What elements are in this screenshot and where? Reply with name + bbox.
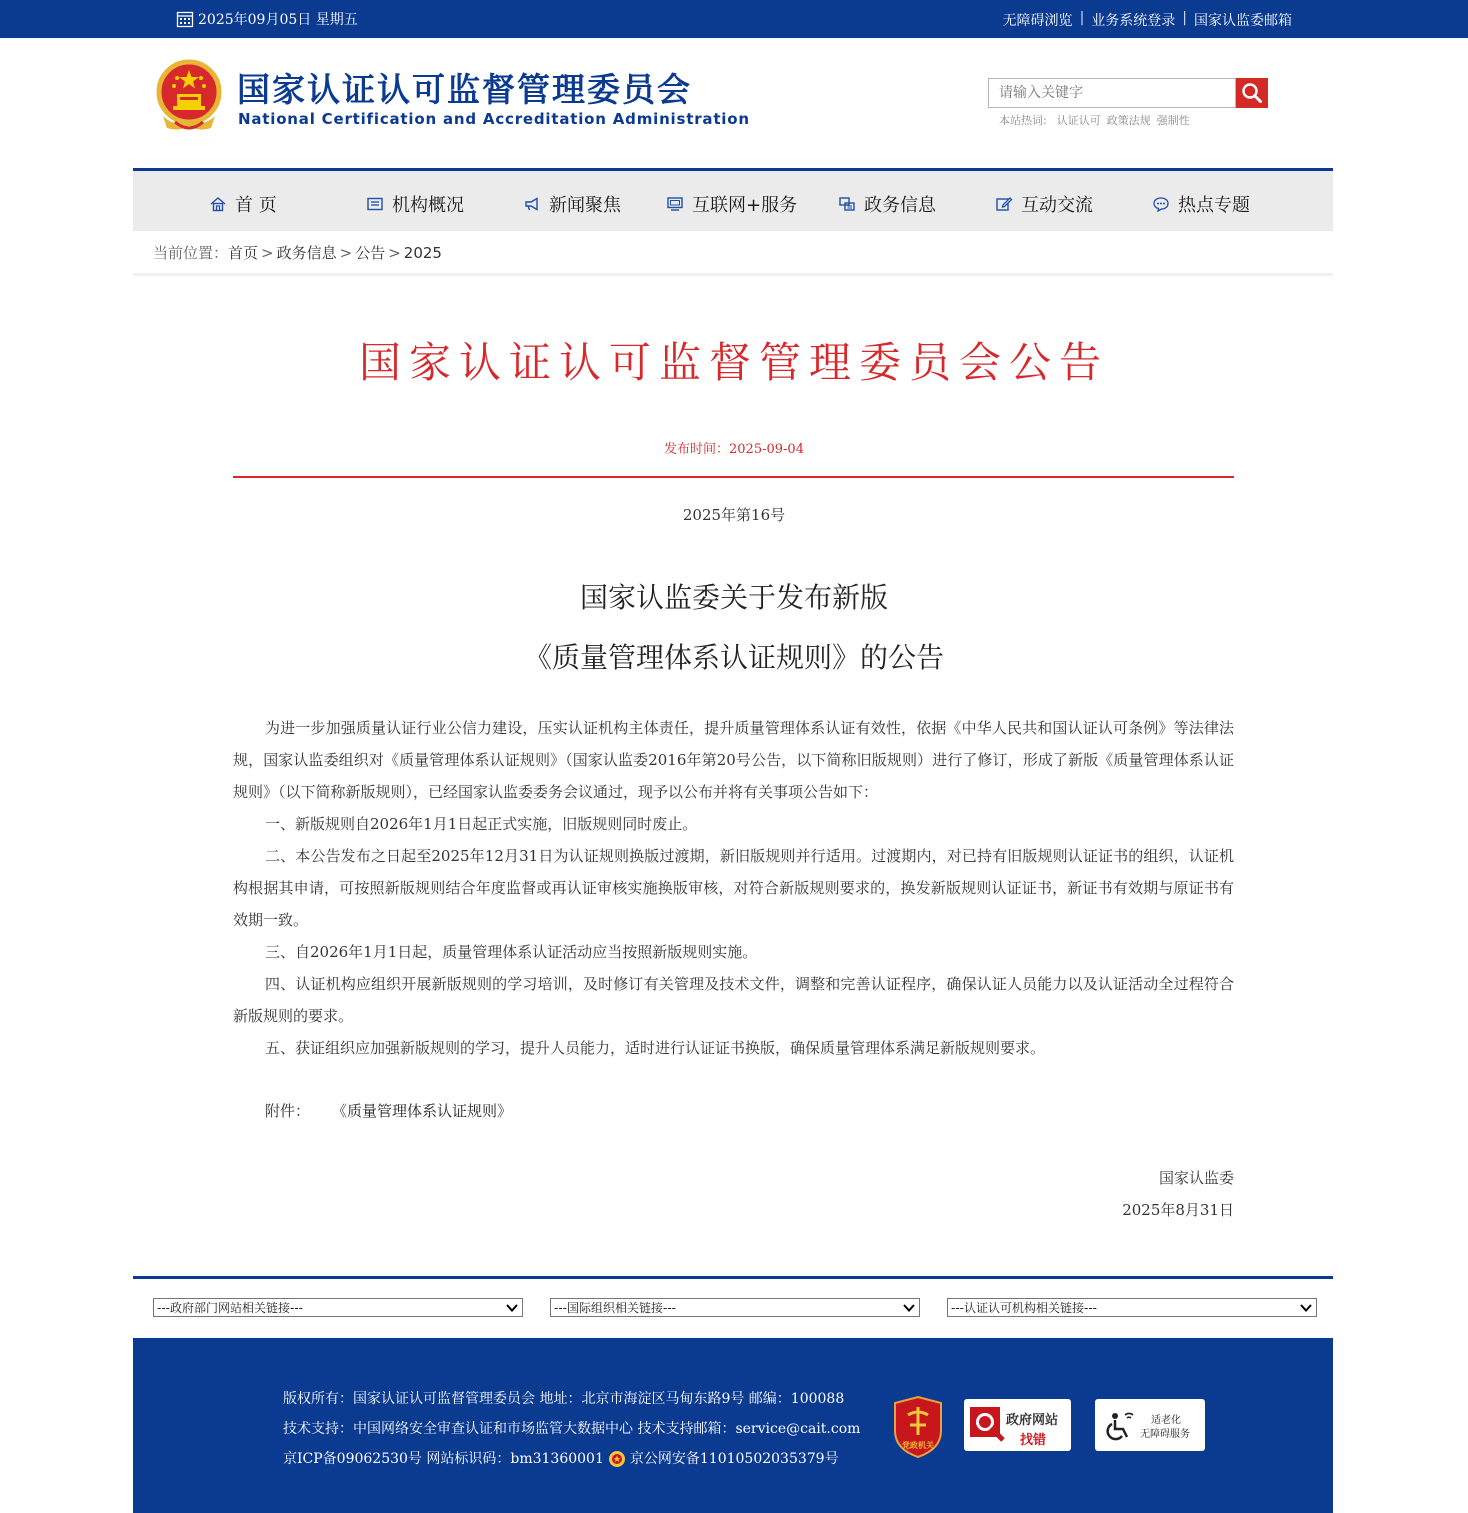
hot-word[interactable]: 认证认可: [1056, 114, 1101, 127]
registration-line: [283, 1444, 860, 1474]
breadcrumb-announcement[interactable]: 公告: [355, 244, 386, 262]
megaphone-icon: [523, 195, 541, 213]
nav-item-label: 首 页: [235, 195, 277, 216]
search-button[interactable]: [1236, 78, 1268, 108]
nav-item-label: 新闻聚焦: [549, 195, 621, 216]
nav-item-label: 热点专题: [1178, 195, 1250, 216]
attachment: [265, 1100, 512, 1121]
site-name-en[interactable]: National Certification and Accreditation Administration: [238, 110, 750, 128]
nav-item-gov-info[interactable]: [838, 191, 936, 217]
site-footer: [133, 1338, 1333, 1513]
nav-item-label: 机构概况: [392, 195, 464, 216]
footer-divider: [133, 1276, 1333, 1279]
signer: 国家认监委: [1158, 1169, 1234, 1187]
breadcrumb-prefix: 当前位置：: [153, 244, 229, 262]
badge-error-text: 找错: [1020, 1433, 1047, 1448]
paragraph: 二、本公告发布之日起至2025年12月31日为认证规则换版过渡期，新旧版规则并行适用。过渡期内，对已持有旧版规则认证证书的组织，认证机构根据其申请，可按照新版规则结合年度监督或再认证审核实施换版审核，对符合新版规则要求的，换发新版规则认证证书，新证书有效期与原证书有效期一致。: [233, 847, 1234, 929]
separator: |: [1079, 10, 1085, 26]
gov-links-select[interactable]: [153, 1298, 523, 1317]
hot-words: [999, 112, 1190, 128]
document-title-line: 《质量管理体系认证规则》的公告: [523, 641, 944, 674]
select-value: ---认证认可机构相关链接---: [951, 1301, 1097, 1315]
nav-item-label: 政务信息: [864, 195, 936, 216]
nav-item-home[interactable]: [209, 191, 277, 217]
badge-party-text: 党政机关: [902, 1441, 934, 1450]
site-name-cn[interactable]: 国家认证认可监督管理委员会: [237, 70, 692, 109]
cert-links-select[interactable]: [947, 1298, 1317, 1317]
home-icon: [209, 195, 227, 213]
hot-word[interactable]: 政策法规: [1106, 114, 1151, 127]
related-links: [153, 1298, 1317, 1317]
nav-item-interaction[interactable]: [995, 191, 1093, 217]
select-value: ---政府部门网站相关链接---: [157, 1301, 303, 1315]
select-value: ---国际组织相关链接---: [554, 1301, 676, 1315]
signature: [1122, 1162, 1234, 1226]
breadcrumb: [133, 232, 1333, 276]
nav-item-internet-service[interactable]: [666, 191, 797, 217]
copyright-line: 版权所有：国家认证认可监督管理委员会 地址：北京市海淀区马甸东路9号 邮编：100088: [283, 1391, 845, 1407]
tech-support-line: 技术支持：中国网络安全审查认证和市场监管大数据中心 技术支持邮箱：service@cait.com: [283, 1421, 861, 1437]
footer-info: [283, 1384, 860, 1474]
police-badge-icon: [608, 1450, 626, 1468]
hot-word[interactable]: 强制性: [1156, 114, 1190, 127]
nav-item-label: 互动交流: [1021, 195, 1093, 216]
org-icon: [366, 195, 384, 213]
accessible-browse-link[interactable]: 无障碍浏览: [1002, 13, 1073, 29]
publish-time: 发布时间：2025-09-04: [664, 442, 804, 457]
separator: |: [1182, 10, 1187, 26]
badge-access-text: 适老化: [1151, 1415, 1181, 1426]
badge-access-text: 无障碍服务: [1140, 1429, 1190, 1440]
top-bar: [0, 0, 1468, 38]
breadcrumb-separator: >: [388, 243, 401, 262]
article-body: [233, 712, 1234, 1064]
document-title-line: 国家认监委关于发布新版: [579, 581, 888, 614]
magnifier-icon: [970, 1407, 1006, 1443]
paragraph: 四、认证机构应组织开展新版规则的学习培训，及时修订有关管理及技术文件，调整和完善认证程序，确保认证人员能力以及认证活动全过程符合新版规则的要求。: [233, 975, 1234, 1025]
elderly-accessibility-badge[interactable]: [1095, 1399, 1205, 1451]
date-text: 2025年09月05日 星期五: [198, 12, 358, 28]
nav-item-hot-topics[interactable]: [1152, 191, 1250, 217]
nav-item-org[interactable]: [366, 191, 464, 217]
paragraph: 一、新版规则自2026年1月1日起正式实施，旧版规则同时废止。: [265, 815, 698, 833]
main-nav: [133, 168, 1333, 231]
search-box: [988, 78, 1272, 108]
police-record-link[interactable]: 京公网安备11010502035379号: [629, 1451, 839, 1467]
intl-links-select[interactable]: [550, 1298, 920, 1317]
chevron-down-icon: [903, 1303, 915, 1313]
mailbox-link[interactable]: 国家认监委邮箱: [1194, 13, 1292, 29]
breadcrumb-year[interactable]: 2025: [403, 243, 442, 262]
icp-link[interactable]: 京ICP备09062530号 网站标识码：bm31360001: [283, 1451, 604, 1467]
breadcrumb-gov-info[interactable]: 政务信息: [276, 244, 337, 262]
title-divider: [233, 476, 1234, 478]
search-icon: [1241, 82, 1263, 104]
hot-words-label: 本站热词:: [999, 114, 1047, 127]
attachment-label: 附件：: [265, 1102, 311, 1120]
chevron-down-icon: [1300, 1303, 1312, 1313]
breadcrumb-separator: >: [339, 243, 353, 262]
paragraph: 为进一步加强质量认证行业公信力建设，压实认证机构主体责任，提升质量管理体系认证有效性，依据《中华人民共和国认证认可条例》等法律法规，国家认监委组织对《质量管理体系认证规则》（国家认监委2016年第20号公告，以下简称旧版规则）进行了修订，形成了新版《质量管理体系认证规则》（以下简称新版规则），已经国家认监委委务会议通过，现予以公布并将有关事项公告如下：: [233, 719, 1234, 801]
document-number: 2025年第16号: [682, 506, 786, 524]
accessibility-icon: [1105, 1411, 1137, 1441]
paragraph: 三、自2026年1月1日起，质量管理体系认证活动应当按照新版规则实施。: [265, 943, 758, 961]
top-links: [1003, 10, 1292, 30]
party-gov-badge-icon[interactable]: [891, 1395, 945, 1459]
site-header: [133, 38, 1333, 168]
paragraph: 五、获证组织应加强新版规则的学习，提升人员能力，适时进行认证证书换版，确保质量管理体系满足新版规则要求。: [265, 1039, 1046, 1057]
badge-error-text: 政府网站: [1006, 1413, 1059, 1428]
nav-item-news[interactable]: [523, 191, 621, 217]
chat-icon: [1152, 195, 1170, 213]
chevron-down-icon: [506, 1303, 518, 1313]
page-title: 国家认证认可监督管理委员会公告: [358, 338, 1109, 387]
monitor-icon: [666, 195, 684, 213]
nav-item-label: 互联网+服务: [692, 195, 798, 216]
gov-site-error-badge[interactable]: [964, 1399, 1071, 1451]
edit-icon: [995, 195, 1013, 213]
business-login-link[interactable]: 业务系统登录: [1091, 13, 1176, 29]
search-input[interactable]: [988, 78, 1236, 108]
national-emblem-icon[interactable]: [155, 58, 223, 134]
breadcrumb-home[interactable]: 首页: [228, 244, 259, 262]
breadcrumb-separator: >: [261, 243, 274, 262]
date-display: [176, 9, 358, 29]
calendar-icon: [176, 10, 194, 28]
sign-date: 2025年8月31日: [1122, 1201, 1234, 1219]
info-icon: [838, 195, 856, 213]
attachment-link[interactable]: 《质量管理体系认证规则》: [332, 1102, 513, 1120]
document-title: [0, 568, 1468, 688]
